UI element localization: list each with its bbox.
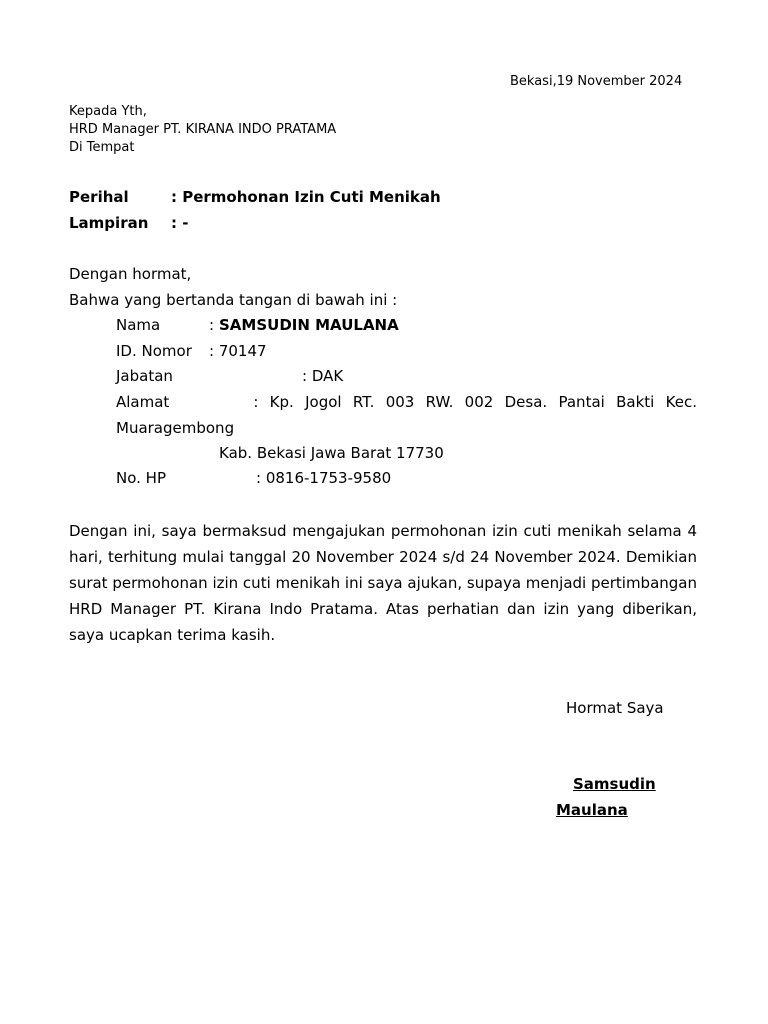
- nama-separator: :: [209, 316, 215, 334]
- letter-date: Bekasi,19 November 2024: [510, 74, 683, 89]
- recipient-name: HRD Manager PT. KIRANA INDO PRATAMA: [69, 122, 337, 137]
- hp-value: : 0816-1753-9580: [256, 469, 392, 487]
- nama-label: Nama: [116, 316, 161, 334]
- id-value: : 70147: [209, 342, 267, 360]
- perihal-value: : Permohonan Izin Cuti Menikah: [171, 188, 441, 206]
- closing-phrase: Hormat Saya: [566, 699, 664, 717]
- alamat-value-continued: Muaragembong: [116, 419, 235, 437]
- jabatan-value: : DAK: [302, 367, 344, 385]
- perihal-label: Perihal: [69, 188, 129, 206]
- alamat-label: Alamat: [116, 393, 170, 411]
- signature-name-line2: Maulana: [556, 801, 628, 819]
- alamat-city: Kab. Bekasi Jawa Barat 17730: [219, 444, 444, 462]
- signature-name-line1: Samsudin: [573, 775, 656, 793]
- jabatan-label: Jabatan: [116, 367, 173, 385]
- id-label: ID. Nomor: [116, 342, 192, 360]
- alamat-value: : Kp. Jogol RT. 003 RW. 002 Desa. Pantai Bakti Kec.: [253, 393, 697, 411]
- nama-value: SAMSUDIN MAULANA: [219, 316, 399, 334]
- recipient-place: Di Tempat: [69, 140, 135, 155]
- alamat-row: [116, 393, 697, 411]
- body-paragraph: Dengan ini, saya bermaksud mengajukan permohonan izin cuti menikah selama 4 hari, terhitung mulai tanggal 20 November 2024 s/d 24 November 2024. Demikian surat permohonan izin cuti menikah ini saya ajukan, supaya menjadi pertimbangan HRD Manager PT. Kirana Indo Pratama. Atas perhatian dan izin yang diberikan, saya ucapkan terima kasih.: [69, 522, 697, 644]
- intro-line: Bahwa yang bertanda tangan di bawah ini :: [69, 291, 398, 309]
- greeting: Dengan hormat,: [69, 265, 192, 283]
- hp-label: No. HP: [116, 469, 166, 487]
- lampiran-label: Lampiran: [69, 214, 149, 232]
- lampiran-value: : -: [171, 214, 189, 232]
- recipient-salutation: Kepada Yth,: [69, 104, 147, 119]
